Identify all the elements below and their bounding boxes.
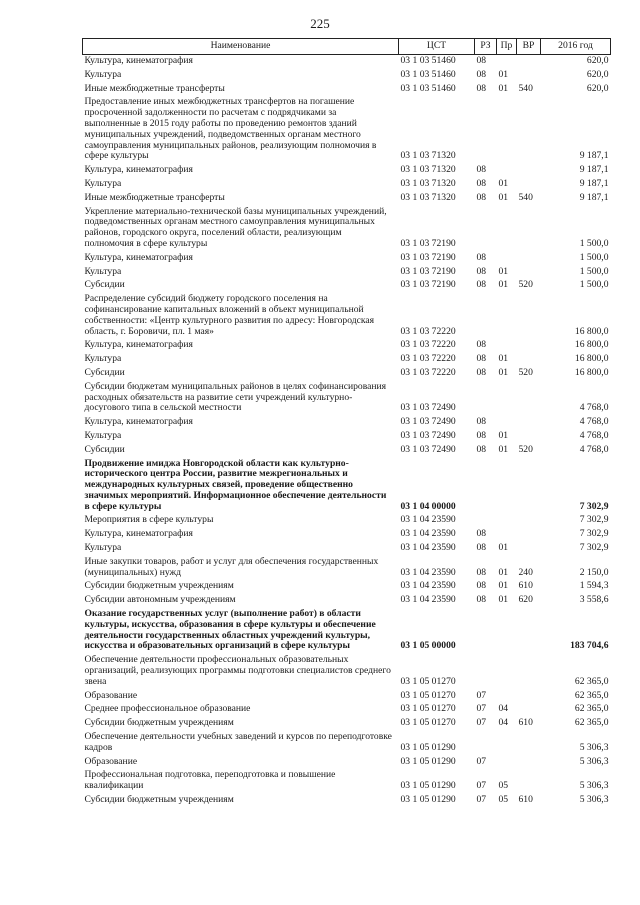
cell-amount: 16 800,0 bbox=[574, 339, 609, 351]
cell-amount: 4 768,0 bbox=[579, 443, 609, 455]
cell-vr bbox=[517, 353, 541, 367]
cell-vr: 540 bbox=[518, 191, 533, 203]
cell-pr bbox=[497, 756, 517, 770]
cell-amount: 620,0 bbox=[586, 68, 609, 80]
cell-rz: 08 bbox=[476, 177, 487, 189]
cell-amount: 2 150,0 bbox=[579, 566, 609, 578]
cell-vr bbox=[517, 252, 541, 266]
cell-cst: 03 1 05 01290 bbox=[400, 755, 456, 767]
cell-pr bbox=[497, 458, 517, 515]
header-cst: ЦСТ bbox=[399, 39, 475, 55]
cell-vr bbox=[517, 55, 541, 69]
cell-name: Субсидии bbox=[84, 366, 125, 378]
cell-pr bbox=[497, 528, 517, 542]
cell-cst: 03 1 03 71320 bbox=[400, 150, 456, 162]
cell-amount: 62 365,0 bbox=[574, 717, 609, 729]
cell-rz bbox=[475, 458, 497, 515]
cell-rz: 08 bbox=[476, 265, 487, 277]
cell-pr: 05 bbox=[498, 780, 509, 792]
cell-cst: 03 1 03 51460 bbox=[400, 68, 456, 80]
header-pr: Пр bbox=[497, 39, 517, 55]
cell-vr: 620 bbox=[518, 594, 533, 606]
cell-rz: 08 bbox=[476, 164, 487, 176]
cell-name: Культура, кинематография bbox=[84, 55, 193, 66]
cell-vr: 520 bbox=[518, 366, 533, 378]
cell-pr bbox=[497, 381, 517, 416]
cell-vr bbox=[517, 769, 541, 794]
cell-amount: 9 187,1 bbox=[579, 150, 609, 162]
cell-vr bbox=[517, 416, 541, 430]
cell-cst: 03 1 04 23590 bbox=[400, 566, 456, 578]
cell-amount: 183 704,6 bbox=[570, 640, 609, 652]
cell-pr: 01 bbox=[498, 443, 509, 455]
cell-cst: 03 1 05 01270 bbox=[400, 675, 456, 687]
cell-cst: 03 1 03 72220 bbox=[400, 353, 456, 365]
cell-cst: 03 1 03 71320 bbox=[400, 164, 456, 176]
cell-pr bbox=[497, 96, 517, 164]
header-year: 2016 год bbox=[541, 39, 611, 55]
cell-name: Образование bbox=[84, 755, 138, 767]
cell-rz: 08 bbox=[476, 279, 487, 291]
cell-pr: 01 bbox=[498, 542, 509, 554]
cell-rz bbox=[475, 654, 497, 689]
cell-name: Субсидии бюджетам муниципальных районов в целях софинансирования расходных обязательств на развитие сети учреждений культурно-досугового типа в сельской местности bbox=[84, 380, 387, 414]
cell-rz: 08 bbox=[476, 339, 487, 351]
cell-rz: 08 bbox=[476, 251, 487, 263]
cell-amount: 1 500,0 bbox=[579, 265, 609, 277]
table-row bbox=[83, 769, 611, 794]
cell-pr bbox=[497, 252, 517, 266]
cell-cst: 03 1 04 00000 bbox=[400, 500, 456, 512]
cell-vr: 520 bbox=[518, 443, 533, 455]
cell-vr bbox=[517, 690, 541, 704]
cell-cst: 03 1 03 51460 bbox=[400, 55, 456, 66]
cell-cst: 03 1 05 01290 bbox=[400, 741, 456, 753]
cell-amount: 5 306,3 bbox=[579, 755, 609, 767]
cell-pr: 01 bbox=[498, 82, 509, 94]
cell-name: Обеспечение деятельности профессиональных образовательных организаций, реализующих программы подготовки специалистов среднего звена bbox=[84, 654, 391, 687]
cell-pr: 01 bbox=[498, 580, 509, 592]
cell-pr: 01 bbox=[498, 265, 509, 277]
cell-rz: 08 bbox=[476, 580, 487, 592]
cell-pr: 01 bbox=[498, 353, 509, 365]
cell-vr bbox=[517, 381, 541, 416]
cell-name: Субсидии бюджетным учреждениям bbox=[84, 717, 234, 729]
table-row bbox=[83, 731, 611, 756]
table-row bbox=[83, 430, 611, 444]
cell-amount: 3 558,6 bbox=[579, 594, 609, 606]
cell-pr bbox=[497, 514, 517, 528]
table-row bbox=[83, 717, 611, 731]
cell-rz: 07 bbox=[476, 780, 487, 792]
cell-vr bbox=[517, 430, 541, 444]
cell-cst: 03 1 03 72490 bbox=[400, 416, 456, 428]
cell-name: Оказание государственных услуг (выполнение работ) в области культуры, искусства, образования в сфере культуры и обеспечение деятельности государственных областных учреждений культуры, искусства и образовательных организаций в сфере культуры bbox=[84, 608, 376, 652]
cell-amount: 16 800,0 bbox=[574, 366, 609, 378]
cell-pr bbox=[497, 293, 517, 339]
cell-cst: 03 1 04 23590 bbox=[400, 514, 456, 526]
cell-vr bbox=[517, 542, 541, 556]
cell-rz: 08 bbox=[476, 594, 487, 606]
cell-cst: 03 1 03 72190 bbox=[400, 251, 456, 263]
cell-amount: 62 365,0 bbox=[574, 703, 609, 715]
cell-vr: 240 bbox=[518, 566, 533, 578]
cell-pr bbox=[497, 654, 517, 689]
table-body bbox=[83, 55, 611, 808]
cell-pr bbox=[497, 690, 517, 704]
cell-cst: 03 1 05 00000 bbox=[400, 640, 456, 652]
cell-amount: 1 594,3 bbox=[579, 580, 609, 592]
cell-pr bbox=[497, 416, 517, 430]
table-row bbox=[83, 279, 611, 293]
cell-rz: 08 bbox=[476, 566, 487, 578]
cell-cst: 03 1 03 71320 bbox=[400, 177, 456, 189]
cell-rz bbox=[475, 206, 497, 252]
table-row bbox=[83, 703, 611, 717]
cell-rz: 07 bbox=[476, 717, 487, 729]
table-row bbox=[83, 654, 611, 689]
cell-name: Образование bbox=[84, 689, 138, 701]
table-row bbox=[83, 458, 611, 515]
cell-amount: 7 302,9 bbox=[579, 528, 609, 540]
table-row bbox=[83, 69, 611, 83]
cell-pr: 04 bbox=[498, 703, 509, 715]
header-name: Наименование bbox=[83, 39, 399, 55]
header-vr: ВР bbox=[517, 39, 541, 55]
cell-rz bbox=[475, 381, 497, 416]
table-row bbox=[83, 178, 611, 192]
cell-rz: 08 bbox=[476, 366, 487, 378]
cell-name: Укрепление материально-технической базы муниципальных учреждений, подведомственных органам местного самоуправления муниципальных районов, городского округа, поселений области, реализующим полномочия в сфере культуры bbox=[84, 205, 387, 249]
cell-pr: 01 bbox=[498, 429, 509, 441]
cell-pr: 01 bbox=[498, 177, 509, 189]
table-row bbox=[83, 206, 611, 252]
cell-name: Продвижение имиджа Новгородской области как культурно-исторического центра России, развитие межрегиональных и международных культурных связей, проведение общественно значимых мероприятий. Информационное обеспечение деятельности в сфере культуры bbox=[84, 457, 387, 512]
cell-amount: 7 302,9 bbox=[579, 514, 609, 526]
cell-name: Иные межбюджетные трансферты bbox=[84, 191, 225, 203]
cell-amount: 7 302,9 bbox=[579, 500, 609, 512]
table-row bbox=[83, 96, 611, 164]
cell-vr bbox=[517, 96, 541, 164]
cell-name: Мероприятия в сфере культуры bbox=[84, 514, 214, 526]
cell-rz: 08 bbox=[476, 82, 487, 94]
cell-name: Культура bbox=[84, 542, 122, 554]
cell-name: Культура, кинематография bbox=[84, 339, 193, 351]
cell-rz bbox=[475, 293, 497, 339]
cell-rz: 08 bbox=[476, 429, 487, 441]
cell-name: Распределение субсидий бюджету городского поселения на софинансирование капитальных вложений в объект муниципальной собственности: «Центр культурного развития по адресу: Новгородская область, г. Боровичи, пл. 1 мая» bbox=[84, 293, 375, 337]
cell-name: Субсидии бюджетным учреждениям bbox=[84, 580, 234, 592]
cell-vr bbox=[517, 266, 541, 280]
cell-amount: 16 800,0 bbox=[574, 325, 609, 337]
table-row bbox=[83, 794, 611, 808]
cell-vr: 520 bbox=[518, 279, 533, 291]
cell-pr: 01 bbox=[498, 594, 509, 606]
cell-name: Культура, кинематография bbox=[84, 251, 193, 263]
cell-rz: 08 bbox=[476, 55, 487, 66]
cell-vr bbox=[517, 528, 541, 542]
cell-name: Предоставление иных межбюджетных трансфертов на погашение просроченной задолженности по расчетам с подрядчиками за выполненные в 2015 году работы по проведению ремонтов зданий муниципальных учреждений, подведомственных органам местного самоуправления муниципальных районов, реализующим полномочия в сфере культуры bbox=[84, 96, 377, 162]
cell-amount: 1 500,0 bbox=[579, 279, 609, 291]
cell-vr: 610 bbox=[518, 794, 533, 806]
cell-amount: 4 768,0 bbox=[579, 429, 609, 441]
cell-rz: 07 bbox=[476, 689, 487, 701]
cell-rz: 08 bbox=[476, 191, 487, 203]
cell-pr: 01 bbox=[498, 68, 509, 80]
cell-cst: 03 1 03 72490 bbox=[400, 443, 456, 455]
table-header-row bbox=[83, 39, 611, 55]
cell-rz: 08 bbox=[476, 416, 487, 428]
cell-vr bbox=[517, 703, 541, 717]
cell-amount: 62 365,0 bbox=[574, 689, 609, 701]
table-row bbox=[83, 252, 611, 266]
cell-vr bbox=[517, 69, 541, 83]
cell-amount: 9 187,1 bbox=[579, 191, 609, 203]
cell-name: Обеспечение деятельности учебных заведений и курсов по переподготовке кадров bbox=[84, 731, 392, 753]
cell-name: Культура bbox=[84, 68, 122, 80]
cell-amount: 5 306,3 bbox=[579, 741, 609, 753]
cell-rz bbox=[475, 731, 497, 756]
cell-amount: 620,0 bbox=[586, 82, 609, 94]
cell-vr bbox=[517, 654, 541, 689]
cell-cst: 03 1 03 72490 bbox=[400, 429, 456, 441]
cell-name: Культура bbox=[84, 177, 122, 189]
cell-name: Иные закупки товаров, работ и услуг для обеспечения государственных (муниципальных) нужд bbox=[84, 555, 379, 578]
cell-amount: 620,0 bbox=[586, 55, 609, 66]
page-number: 225 bbox=[310, 16, 330, 31]
cell-cst: 03 1 03 72220 bbox=[400, 366, 456, 378]
cell-pr bbox=[497, 731, 517, 756]
table-row bbox=[83, 542, 611, 556]
cell-rz: 08 bbox=[476, 353, 487, 365]
cell-rz: 08 bbox=[476, 443, 487, 455]
table-row bbox=[83, 690, 611, 704]
cell-vr bbox=[517, 164, 541, 178]
cell-rz: 07 bbox=[476, 703, 487, 715]
cell-cst: 03 1 03 72220 bbox=[400, 339, 456, 351]
cell-cst: 03 1 03 72190 bbox=[400, 237, 456, 249]
cell-rz: 07 bbox=[476, 794, 487, 806]
cell-cst: 03 1 04 23590 bbox=[400, 594, 456, 606]
cell-rz: 07 bbox=[476, 755, 487, 767]
cell-name: Профессиональная подготовка, переподготовка и повышение квалификации bbox=[84, 769, 336, 792]
cell-cst: 03 1 03 72490 bbox=[400, 402, 456, 414]
table-row bbox=[83, 594, 611, 608]
cell-vr: 540 bbox=[518, 82, 533, 94]
cell-cst: 03 1 05 01290 bbox=[400, 794, 456, 806]
cell-cst: 03 1 04 23590 bbox=[400, 542, 456, 554]
cell-pr: 05 bbox=[498, 794, 509, 806]
table-row bbox=[83, 608, 611, 654]
cell-name: Культура, кинематография bbox=[84, 164, 193, 176]
cell-amount: 7 302,9 bbox=[579, 542, 609, 554]
cell-vr: 610 bbox=[518, 717, 533, 729]
cell-vr bbox=[517, 339, 541, 353]
header-rz: РЗ bbox=[475, 39, 497, 55]
cell-pr bbox=[497, 164, 517, 178]
cell-vr bbox=[517, 731, 541, 756]
table-row bbox=[83, 293, 611, 339]
cell-rz bbox=[475, 608, 497, 654]
cell-pr bbox=[497, 206, 517, 252]
cell-pr: 01 bbox=[498, 191, 509, 203]
cell-rz: 08 bbox=[476, 542, 487, 554]
cell-name: Субсидии bbox=[84, 443, 125, 455]
cell-cst: 03 1 05 01270 bbox=[400, 689, 456, 701]
cell-rz bbox=[475, 514, 497, 528]
table-row bbox=[83, 192, 611, 206]
table-row bbox=[83, 444, 611, 458]
cell-name: Субсидии bbox=[84, 279, 125, 291]
cell-cst: 03 1 05 01270 bbox=[400, 703, 456, 715]
cell-amount: 4 768,0 bbox=[579, 416, 609, 428]
table-row bbox=[83, 580, 611, 594]
cell-cst: 03 1 04 23590 bbox=[400, 580, 456, 592]
cell-pr bbox=[497, 608, 517, 654]
cell-cst: 03 1 05 01290 bbox=[400, 780, 456, 792]
cell-pr bbox=[497, 339, 517, 353]
table-row bbox=[83, 528, 611, 542]
cell-cst: 03 1 03 72220 bbox=[400, 325, 456, 337]
cell-pr: 01 bbox=[498, 279, 509, 291]
cell-cst: 03 1 05 01270 bbox=[400, 717, 456, 729]
table-row bbox=[83, 756, 611, 770]
cell-amount: 1 500,0 bbox=[579, 237, 609, 249]
cell-amount: 5 306,3 bbox=[579, 794, 609, 806]
cell-amount: 9 187,1 bbox=[579, 164, 609, 176]
table-row bbox=[83, 83, 611, 97]
table-row bbox=[83, 164, 611, 178]
table-row bbox=[83, 367, 611, 381]
cell-cst: 03 1 04 23590 bbox=[400, 528, 456, 540]
cell-vr bbox=[517, 178, 541, 192]
cell-name: Культура, кинематография bbox=[84, 528, 193, 540]
cell-amount: 1 500,0 bbox=[579, 251, 609, 263]
table-row bbox=[83, 381, 611, 416]
cell-name: Субсидии автономным учреждениям bbox=[84, 594, 236, 606]
cell-name: Культура bbox=[84, 429, 122, 441]
cell-rz: 08 bbox=[476, 68, 487, 80]
cell-amount: 4 768,0 bbox=[579, 402, 609, 414]
cell-vr: 610 bbox=[518, 580, 533, 592]
cell-vr bbox=[517, 608, 541, 654]
table-row bbox=[83, 339, 611, 353]
cell-vr bbox=[517, 514, 541, 528]
table-row bbox=[83, 353, 611, 367]
cell-vr bbox=[517, 756, 541, 770]
cell-amount: 9 187,1 bbox=[579, 177, 609, 189]
cell-pr: 01 bbox=[498, 566, 509, 578]
cell-cst: 03 1 03 51460 bbox=[400, 82, 456, 94]
cell-amount: 5 306,3 bbox=[579, 780, 609, 792]
cell-vr bbox=[517, 206, 541, 252]
cell-name: Культура, кинематография bbox=[84, 416, 193, 428]
cell-vr bbox=[517, 458, 541, 515]
table-row bbox=[83, 266, 611, 280]
cell-rz bbox=[475, 96, 497, 164]
cell-pr: 04 bbox=[498, 717, 509, 729]
cell-amount: 16 800,0 bbox=[574, 353, 609, 365]
cell-amount: 62 365,0 bbox=[574, 675, 609, 687]
cell-pr bbox=[497, 55, 517, 69]
table-row bbox=[83, 514, 611, 528]
table-row bbox=[83, 416, 611, 430]
cell-cst: 03 1 03 72190 bbox=[400, 265, 456, 277]
cell-name: Культура bbox=[84, 265, 122, 277]
cell-name: Среднее профессиональное образование bbox=[84, 703, 251, 715]
cell-name: Культура bbox=[84, 353, 122, 365]
cell-pr: 01 bbox=[498, 366, 509, 378]
cell-name: Иные межбюджетные трансферты bbox=[84, 82, 225, 94]
cell-vr bbox=[517, 293, 541, 339]
cell-rz: 08 bbox=[476, 528, 487, 540]
cell-name: Субсидии бюджетным учреждениям bbox=[84, 794, 234, 806]
table-row bbox=[83, 55, 611, 69]
budget-table bbox=[82, 38, 611, 808]
cell-cst: 03 1 03 72190 bbox=[400, 279, 456, 291]
table-row bbox=[83, 556, 611, 581]
cell-cst: 03 1 03 71320 bbox=[400, 191, 456, 203]
